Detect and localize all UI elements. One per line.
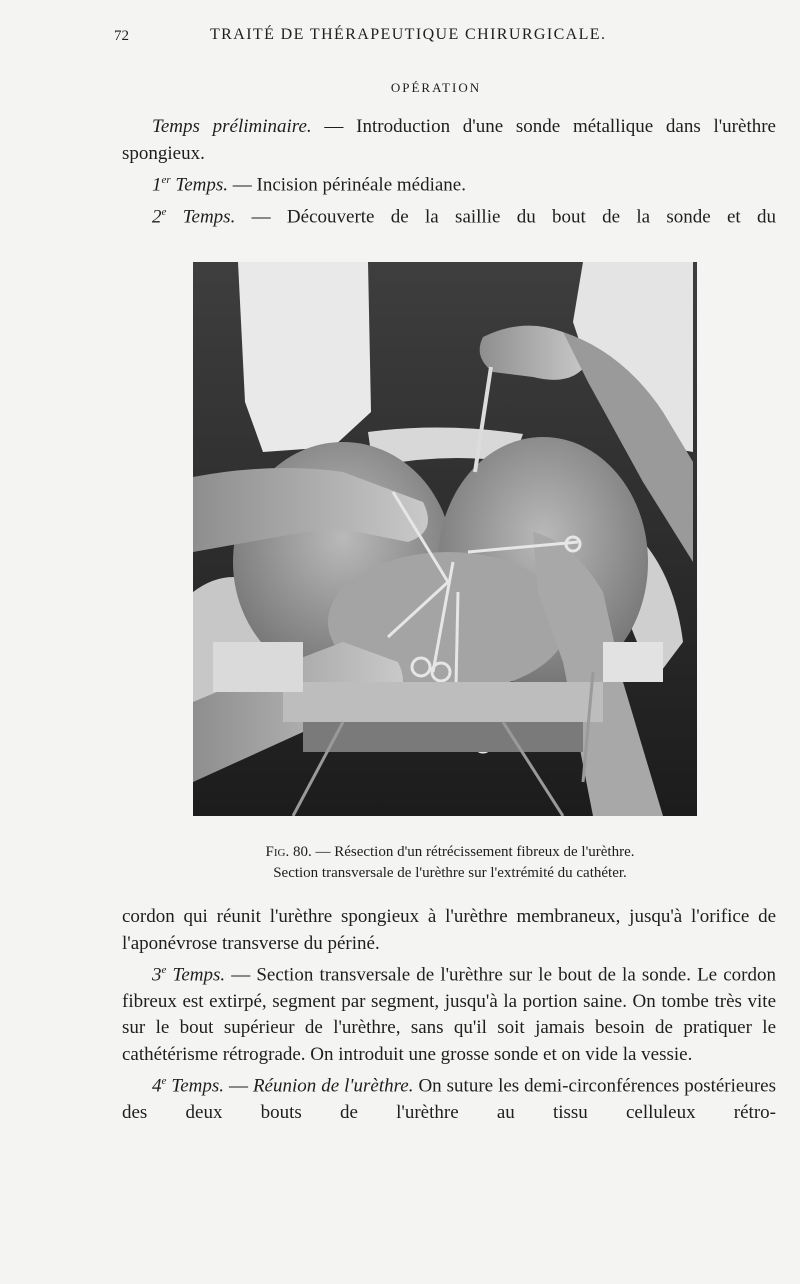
step-number: 1 — [152, 174, 162, 196]
paragraph-step-3 — [122, 957, 776, 1068]
paragraph-step-4 — [122, 1068, 776, 1126]
running-title: TRAITÉ DE THÉRAPEUTIQUE CHIRURGICALE. — [210, 26, 607, 43]
step-label: Temps préliminaire. — [152, 116, 312, 137]
step-number: 3 — [152, 964, 162, 986]
step-ordinal: er — [161, 174, 171, 186]
paragraph-continuation: cordon qui réunit l'urèthre spongieux à l'urèthre membraneux, jusqu'à l'orifice de l'aponévrose transverse du périné. — [122, 906, 776, 954]
paragraph-step-2 — [122, 199, 776, 231]
figure-caption — [195, 842, 705, 884]
section-heading: OPÉRATION — [390, 80, 482, 95]
step-ordinal: e — [161, 205, 167, 218]
step-text: — Découverte de la saillie du bout de la sonde et du — [235, 206, 777, 228]
surgical-photograph-drawing — [193, 262, 697, 816]
step-label: Temps. — [166, 1075, 224, 1097]
step-text: On suture les demi-circonférences postérieures des deux bouts de l'urèthre au tissu celluleux rétro- — [122, 1075, 776, 1124]
step-text: — Section transversale de l'urèthre sur le bout de la sonde. Le cordon fibreux est extirpé, segment par segment, jusqu'à la portion saine. On tombe très vite sur le bout supérieur de l'urèthre, sans qu'il soit jamais besoin de pratiquer le cathétérisme rétrograde. On introduit une grosse sonde et on vide la vessie. — [122, 964, 776, 1065]
step-label: Temps. — [166, 206, 236, 228]
caption-line-1 — [195, 842, 705, 863]
top-text-block — [122, 114, 776, 231]
step-subtitle: Réunion de l'urèthre. — [252, 1075, 414, 1097]
bottom-text-block — [122, 904, 776, 1127]
step-text: — Introduction d'une sonde métallique dans l'urèthre spongieux. — [122, 116, 776, 164]
paragraph-step-1 — [122, 167, 776, 199]
surgical-photograph — [193, 262, 697, 816]
step-number: 2 — [152, 206, 162, 228]
figure-label: Fig. 80. — [265, 844, 312, 860]
step-ordinal: e — [161, 964, 167, 976]
caption-title: — Résection d'un rétrécissement fibreux de l'urèthre. — [311, 844, 635, 860]
step-number: 4 — [152, 1075, 162, 1097]
step-text: — Incision périnéale médiane. — [228, 174, 466, 196]
step-label: Temps. — [170, 174, 229, 196]
step-ordinal: e — [161, 1075, 167, 1088]
caption-line-2: Section transversale de l'urèthre sur l'extrémité du cathéter. — [273, 865, 627, 881]
step-dash: — — [224, 1075, 253, 1097]
running-head — [0, 24, 800, 48]
step-label: Temps. — [166, 964, 226, 986]
page-number: 72 — [114, 28, 129, 44]
paragraph-preliminary-step — [122, 114, 776, 167]
